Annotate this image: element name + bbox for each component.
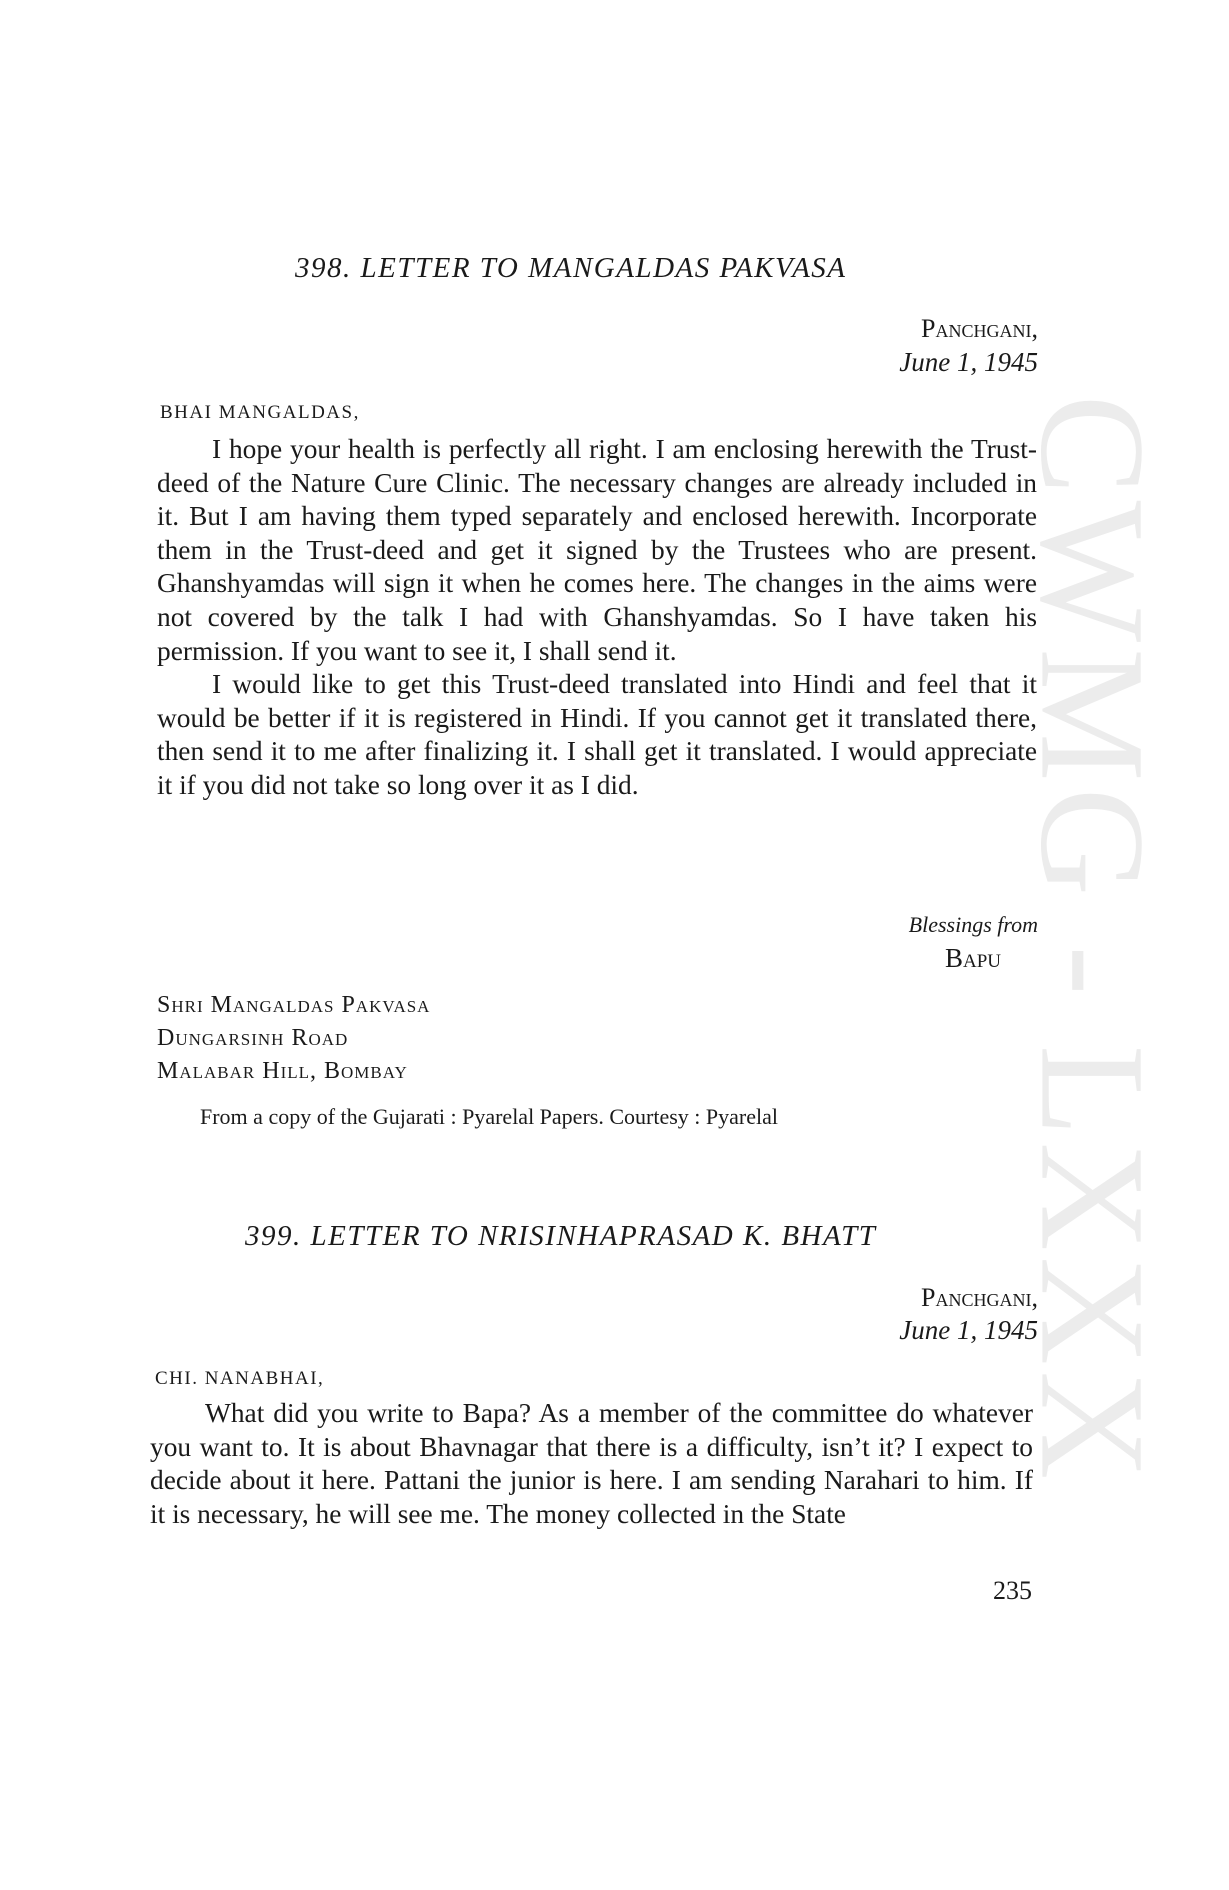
letter-398-place: Panchgani, <box>921 314 1038 343</box>
letter-398-closing: Blessings from <box>908 912 1038 937</box>
address-line-2: Dungarsinh Road <box>157 1025 349 1051</box>
letter-398-title: 398. LETTER TO MANGALDAS PAKVASA <box>295 252 847 284</box>
letter-399-title: 399. LETTER TO NRISINHAPRASAD K. BHATT <box>245 1220 877 1252</box>
letter-398-signature: Bapu <box>944 943 1001 973</box>
source-note: From a copy of the Gujarati : Pyarelal Papers. Courtesy : Pyarelal <box>200 1104 778 1129</box>
letter-399-body <box>150 1397 1033 1531</box>
address-line-1: Shri Mangaldas Pakvasa <box>157 992 431 1018</box>
address-line-3: Malabar Hill, Bombay <box>157 1058 408 1084</box>
letter-399-salutation: CHI. NANABHAI, <box>155 1368 325 1389</box>
watermark-text: CWMG - LXXX <box>1009 394 1176 1486</box>
letter-398-body <box>157 433 1037 803</box>
letter-398-date: June 1, 1945 <box>899 347 1038 377</box>
letter-399-place: Panchgani, <box>921 1283 1038 1312</box>
letter-398-paragraph-1: I hope your health is perfectly all right. I am enclosing herewith the Trust-deed of the Nature Cure Clinic. The necessary changes are already included in it. But I am having them typed separately and enclosed herewith. Incorporate them in the Trust-deed and get it signed by the Trustees who are present. Ghanshyamdas will sign it when he comes here. The changes in the aims were not covered by the talk I had with Ghanshyamdas. So I have taken his permission. If you want to see it, I shall send it. <box>157 434 1037 666</box>
letter-398-salutation: BHAI MANGALDAS, <box>160 402 360 423</box>
page-number: 235 <box>993 1576 1032 1605</box>
letter-399-date: June 1, 1945 <box>899 1315 1038 1345</box>
letter-399-paragraph-1: What did you write to Bapa? As a member of the committee do whatever you want to. It is about Bhavnagar that there is a difficulty, isn’t it? I expect to decide about it here. Pattani the junior is here. I am sending Narahari to him. If it is necessary, he will see me. The money collected in the State <box>150 1398 1033 1529</box>
letter-398-paragraph-2: I would like to get this Trust-deed translated into Hindi and feel that it would be better if it is registered in Hindi. If you cannot get it translated there, then send it to me after finalizing it. I shall get it translated. I would appreciate it if you did not take so long over it as I did. <box>157 669 1037 800</box>
